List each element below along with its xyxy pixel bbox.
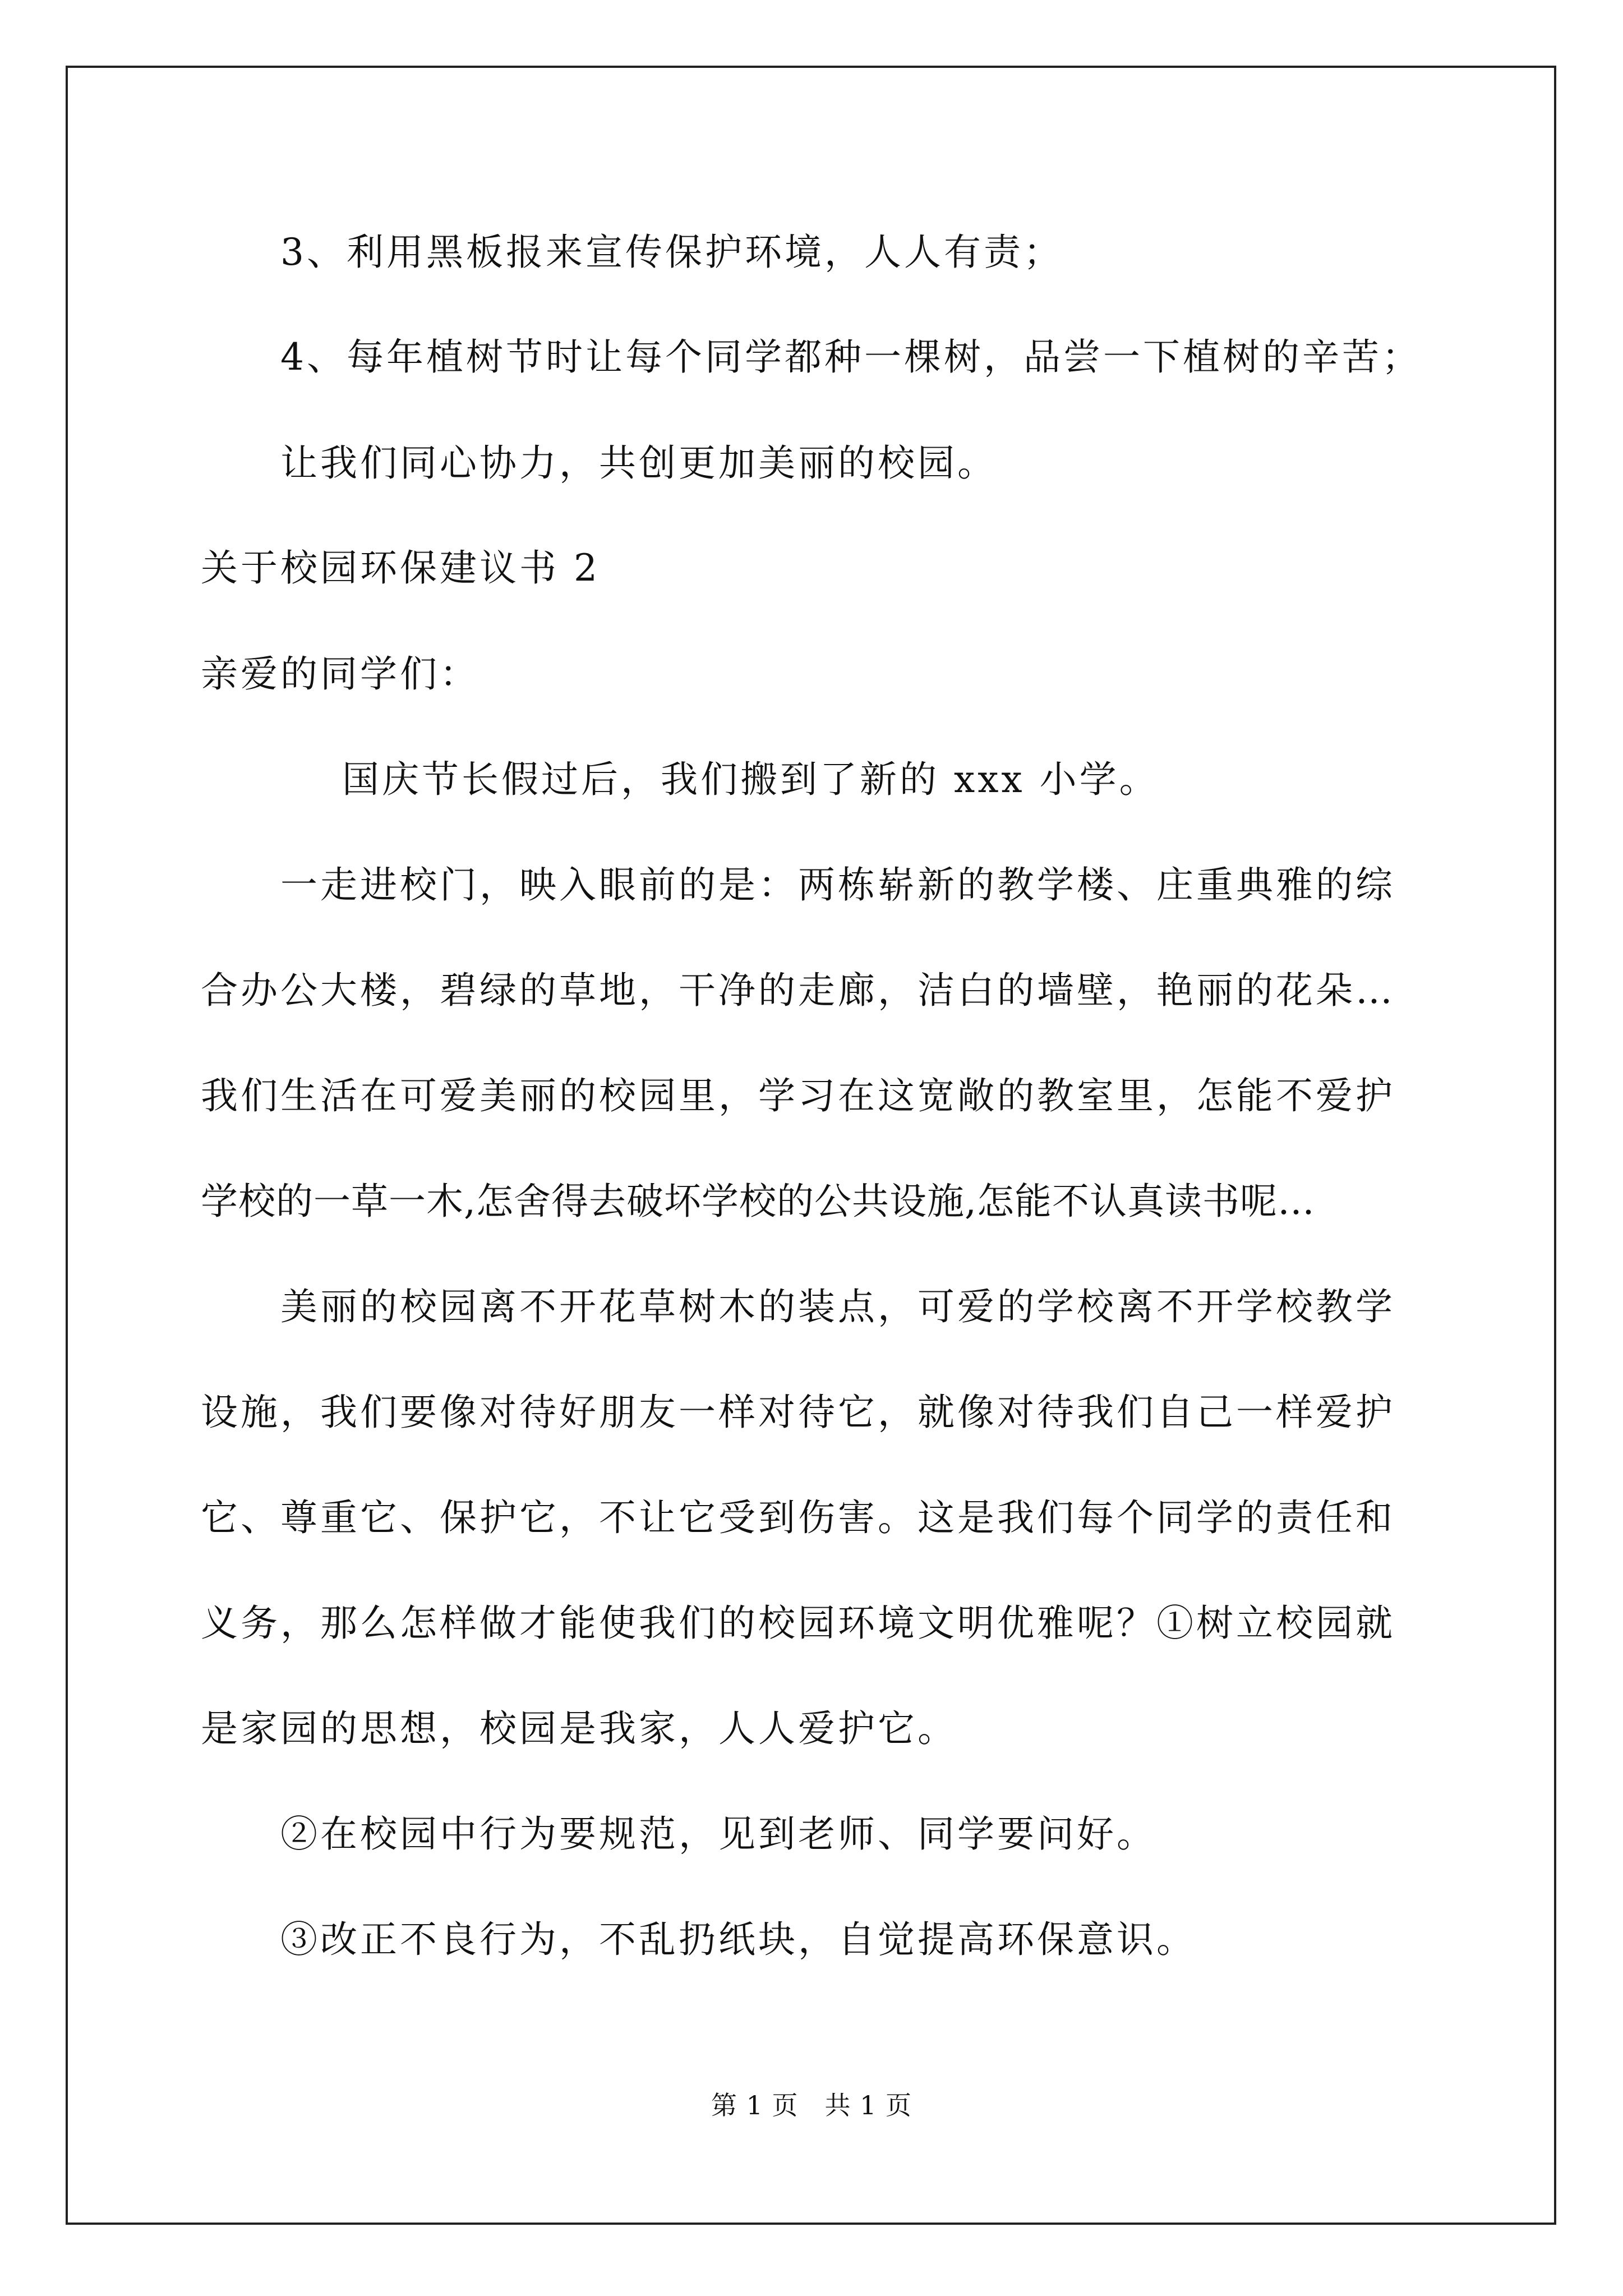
paragraph-line: 合办公大楼，碧绿的草地，干净的走廊，洁白的墙壁，艳丽的花朵… bbox=[201, 969, 1395, 1012]
paragraph-line: 一走进校门，映入眼前的是：两栋崭新的教学楼、庄重典雅的综 bbox=[280, 863, 1395, 907]
list-item-circled-2: ②在校园中行为要规范，见到老师、同学要问好。 bbox=[280, 1812, 1156, 1856]
intro-paragraph: 国庆节长假过后，我们搬到了新的 xxx 小学。 bbox=[342, 758, 1159, 801]
list-item-4: 4、每年植树节时让每个同学都种一棵树，品尝一下植树的辛苦； bbox=[280, 335, 1422, 379]
page-frame bbox=[66, 66, 1556, 2225]
paragraph-line: 义务，那么怎样做才能使我们的校园环境文明优雅呢？①树立校园就 bbox=[201, 1602, 1395, 1645]
closing-sentence: 让我们同心协力，共创更加美丽的校园。 bbox=[280, 441, 997, 485]
paragraph-line: 是家园的思想，校园是我家，人人爱护它。 bbox=[201, 1707, 957, 1750]
paragraph-line: 美丽的校园离不开花草树木的装点，可爱的学校离不开学校教学 bbox=[280, 1285, 1395, 1328]
section-title: 关于校园环保建议书 2 bbox=[201, 546, 600, 590]
page-footer: 第 1 页 共 1 页 bbox=[711, 2090, 912, 2120]
list-item-circled-3: ③改正不良行为，不乱扔纸块，自觉提高环保意识。 bbox=[280, 1918, 1196, 1961]
list-item-3: 3、利用黑板报来宣传保护环境，人人有责； bbox=[280, 231, 1063, 274]
paragraph-line: 它、尊重它、保护它，不让它受到伤害。这是我们每个同学的责任和 bbox=[201, 1496, 1395, 1539]
paragraph-line: 设施，我们要像对待好朋友一样对待它，就像对待我们自己一样爱护 bbox=[201, 1391, 1395, 1434]
paragraph-line: 学校的一草一木,怎舍得去破坏学校的公共设施,怎能不认真读书呢… bbox=[201, 1180, 1315, 1223]
salutation: 亲爱的同学们： bbox=[201, 652, 479, 696]
paragraph-line: 我们生活在可爱美丽的校园里，学习在这宽敞的教室里，怎能不爱护 bbox=[201, 1074, 1395, 1117]
